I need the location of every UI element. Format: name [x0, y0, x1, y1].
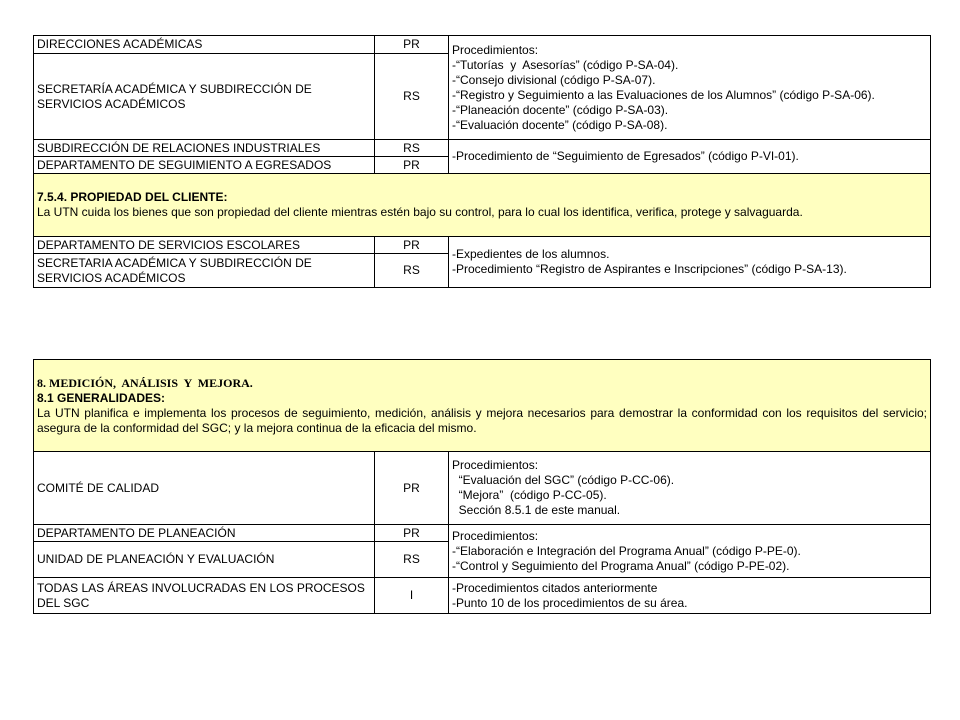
code-cell: RS — [375, 254, 449, 288]
table-row — [34, 174, 931, 237]
documents-cell — [449, 578, 931, 614]
doc-line: -Punto 10 de los procedimientos de su área. — [452, 595, 688, 610]
area-cell: SECRETARIA ACADÉMICA Y SUBDIRECCIÓN DE SERVICIOS ACADÉMICOS — [34, 254, 375, 288]
doc-line: -“Consejo divisional (código P-SA-07). — [452, 72, 656, 87]
doc-line: -“Control y Seguimiento del Programa Anual” (código P-PE-02). — [452, 558, 790, 573]
section-heading: 7.5.4. PROPIEDAD DEL CLIENTE: — [37, 190, 228, 204]
code-cell: PR — [375, 525, 449, 542]
area-cell: DIRECCIONES ACADÉMICAS — [34, 36, 375, 54]
highlight-cell — [34, 174, 931, 237]
documents-cell — [449, 525, 931, 578]
section-heading: 8. MEDICIÓN, ANÁLISIS Y MEJORA. — [37, 375, 253, 390]
doc-line: -“Planeación docente” (código P-SA-03). — [452, 102, 669, 117]
code-cell: RS — [375, 54, 449, 140]
code-cell: PR — [375, 237, 449, 254]
doc-line: -Procedimiento “Registro de Aspirantes e Inscripciones” (código P-SA-13). — [452, 262, 847, 276]
area-cell: SUBDIRECCIÓN DE RELACIONES INDUSTRIALES — [34, 140, 375, 157]
table-row — [34, 452, 931, 525]
code-cell: RS — [375, 542, 449, 578]
area-cell: DEPARTAMENTO DE PLANEACIÓN — [34, 525, 375, 542]
doc-line: -“Registro y Seguimiento a las Evaluaciones de los Alumnos” (código P-SA-06). — [452, 87, 875, 102]
section-text: La UTN planifica e implementa los procesos de seguimiento, medición, análisis y mejora necesarios para demostrar la conformidad con los requisitos del servicio; asegura de la conformidad del SGC; y la mejora continua de la eficacia del mismo. — [37, 405, 927, 435]
code-cell: PR — [375, 157, 449, 174]
doc-line: -“Tutorías y Asesorías” (código P-SA-04). — [452, 57, 679, 72]
documents-cell: -Procedimiento de “Seguimiento de Egresados” (código P-VI-01). — [449, 140, 931, 174]
area-cell: COMITÉ DE CALIDAD — [34, 452, 375, 525]
area-cell: DEPARTAMENTO DE SEGUIMIENTO A EGRESADOS — [34, 157, 375, 174]
table-row — [34, 578, 931, 614]
table-row — [34, 360, 931, 452]
doc-line: Procedimientos: — [452, 458, 539, 472]
section-text: La UTN cuida los bienes que son propiedad del cliente mientras estén bajo su control, para lo cual los identifica, verifica, protege y salvaguarda. — [37, 205, 803, 219]
doc-line: -Expedientes de los alumnos. — [452, 247, 610, 261]
code-cell: I — [375, 578, 449, 614]
table-row — [34, 525, 931, 542]
table-row — [34, 140, 931, 157]
doc-line: “Evaluación del SGC” (código P-CC-06). — [452, 473, 675, 487]
area-cell: TODAS LAS ÁREAS INVOLUCRADAS EN LOS PROCESOS DEL SGC — [34, 578, 375, 614]
doc-line: “Mejora” (código P-CC-05). — [452, 488, 607, 502]
table-row — [34, 237, 931, 254]
highlight-cell — [34, 360, 931, 452]
responsibility-table-1 — [33, 35, 931, 288]
code-cell: PR — [375, 36, 449, 54]
code-cell: RS — [375, 140, 449, 157]
doc-line: -“Elaboración e Integración del Programa Anual” (código P-PE-0). — [452, 543, 801, 558]
documents-cell — [449, 36, 931, 140]
table-row — [34, 36, 931, 54]
documents-cell — [449, 452, 931, 525]
doc-line: Sección 8.5.1 de este manual. — [452, 503, 621, 517]
area-cell: DEPARTAMENTO DE SERVICIOS ESCOLARES — [34, 237, 375, 254]
doc-line: -Procedimientos citados anteriormente — [452, 580, 658, 595]
doc-line: -“Evaluación docente” (código P-SA-08). — [452, 117, 668, 132]
code-cell: PR — [375, 452, 449, 525]
doc-line: Procedimientos: — [452, 528, 539, 543]
area-cell: SECRETARÍA ACADÉMICA Y SUBDIRECCIÓN DE SERVICIOS ACADÉMICOS — [34, 54, 375, 140]
documents-cell — [449, 237, 931, 288]
responsibility-table-2 — [33, 359, 931, 614]
area-cell: UNIDAD DE PLANEACIÓN Y EVALUACIÓN — [34, 542, 375, 578]
section-subheading: 8.1 GENERALIDADES: — [37, 390, 166, 405]
doc-line: Procedimientos: — [452, 42, 539, 57]
